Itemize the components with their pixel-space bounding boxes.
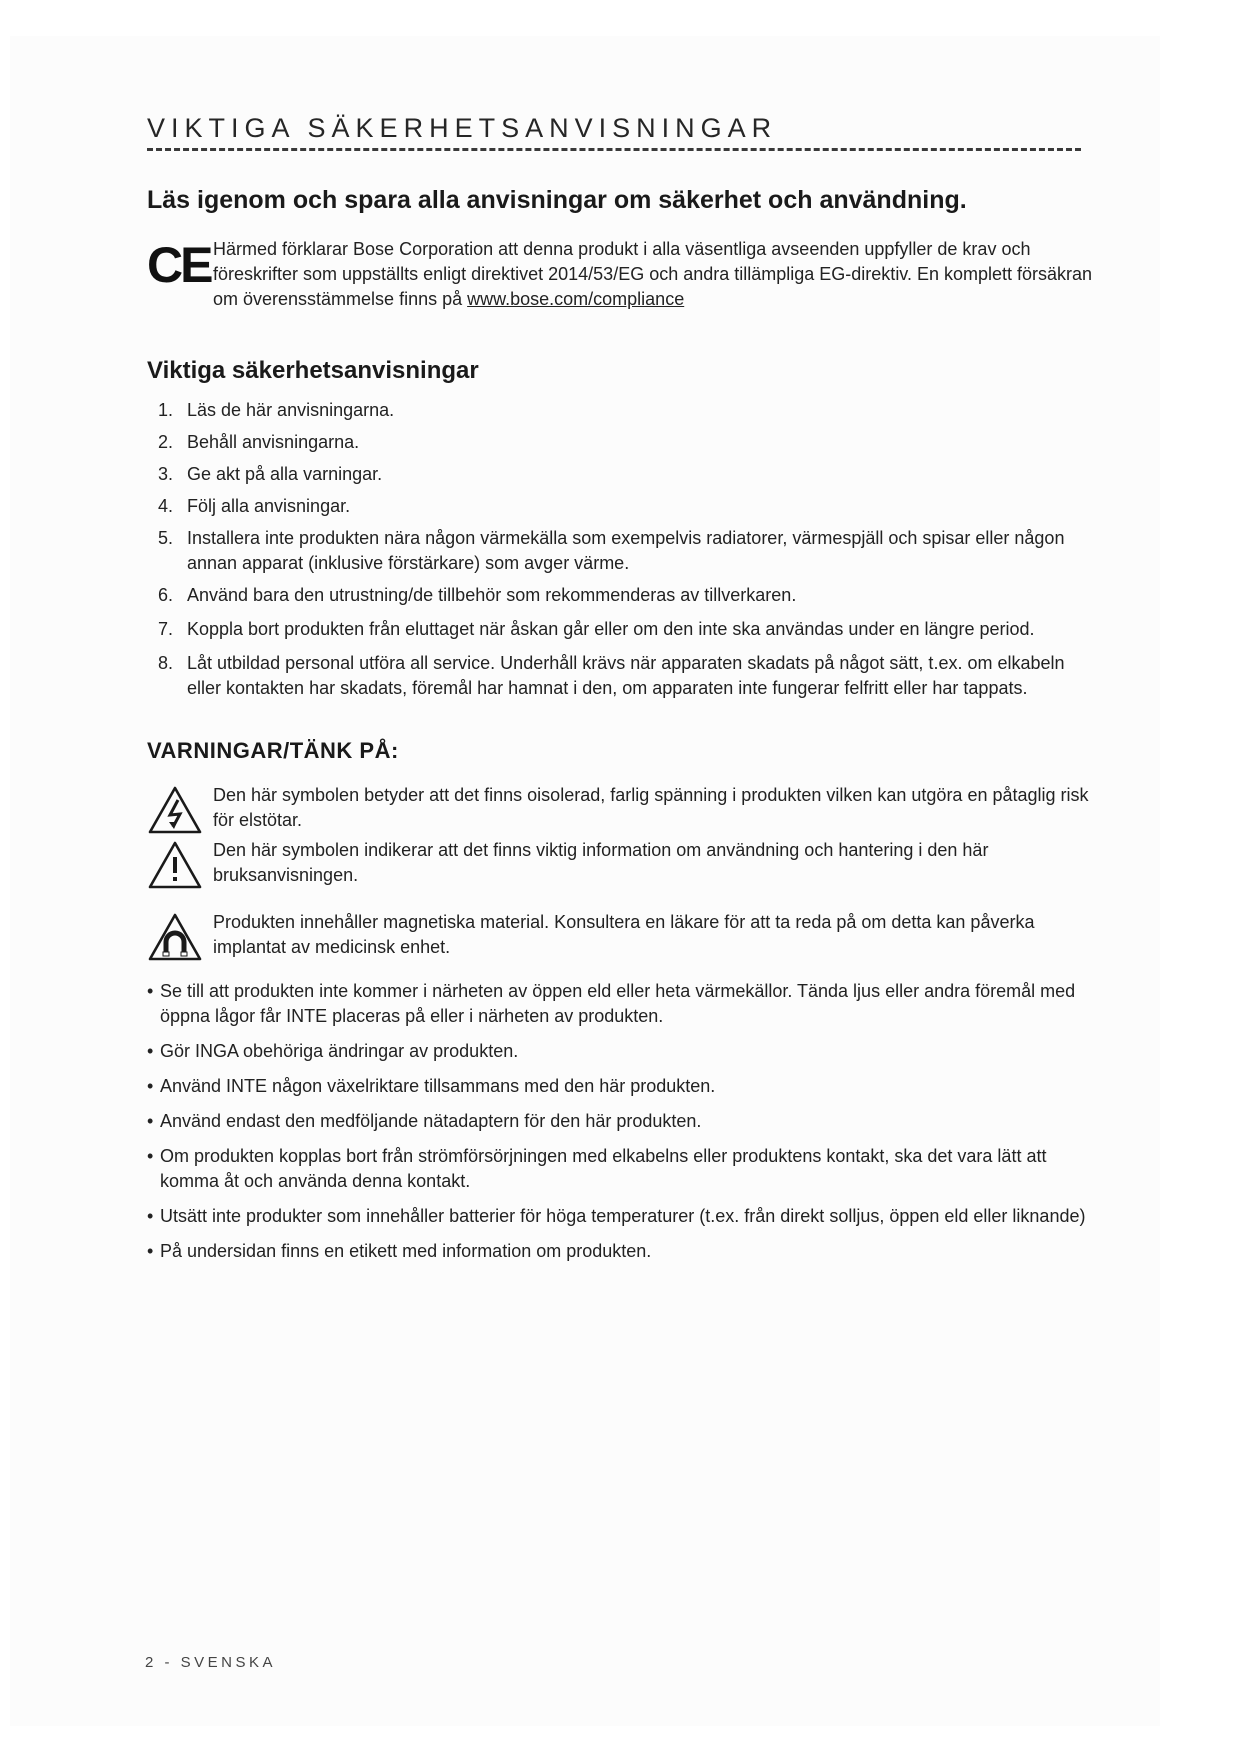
list-text: Använd endast den medföljande nätadaptern för den här produkten. (160, 1111, 702, 1131)
list-text: Koppla bort produkten från eluttaget när åskan går eller om den inte ska användas under en längre period. (187, 619, 1035, 639)
list-text: Behåll anvisningarna. (187, 432, 360, 452)
list-text: Om produkten kopplas bort från strömförsörjningen med elkabelns eller produktens kontakt, ska det vara lätt att komma åt och använda denna kontakt. (160, 1146, 1047, 1191)
list-item (147, 430, 1092, 455)
warning-symbol-text: Produkten innehåller magnetiska material. Konsultera en läkare för att ta reda på om detta kan påverka implantat av medicinsk enhet. (213, 912, 1035, 957)
ce-mark-icon: CE (147, 237, 211, 293)
warning-symbol-text: Den här symbolen indikerar att det finns viktig information om användning och hantering i den här bruksanvisningen. (213, 840, 989, 885)
list-item (147, 583, 1092, 608)
list-text: Gör INGA obehöriga ändringar av produkten. (160, 1041, 519, 1061)
warnings-heading: VARNINGAR/TÄNK PÅ: (147, 738, 399, 763)
lightning-warning-icon (147, 785, 203, 835)
list-item (147, 526, 1092, 576)
list-number: 2. (158, 432, 174, 452)
lead-heading: Läs igenom och spara alla anvisningar om säkerhet och användning. (147, 186, 967, 214)
list-text: Ge akt på alla varningar. (187, 464, 383, 484)
list-text: Utsätt inte produkter som innehåller batterier för höga temperaturer (t.ex. från direkt solljus, öppen eld eller liknande) (160, 1206, 1086, 1226)
list-text: Följ alla anvisningar. (187, 496, 351, 516)
list-item (147, 1204, 1092, 1229)
list-item (147, 1144, 1092, 1194)
warning-symbol-text: Den här symbolen betyder att det finns oisolerad, farlig spänning i produkten vilken kan utgöra en påtaglig risk för elstötar. (213, 785, 1089, 830)
list-text: Låt utbildad personal utföra all service. Underhåll krävs när apparaten skadats på något sätt, t.ex. om elkabeln eller kontakten har skadats, föremål har hamnat i den, om apparaten inte fungerar felfritt eller har tappats. (187, 653, 1065, 698)
bullet-mark: • (147, 1076, 154, 1096)
bullet-mark: • (147, 981, 154, 1001)
instructions-heading: Viktiga säkerhetsanvisningar (147, 357, 479, 384)
bullet-mark: • (147, 1146, 154, 1166)
list-text: På undersidan finns en etikett med information om produkten. (160, 1241, 652, 1261)
list-item (147, 651, 1092, 701)
list-item (147, 462, 1092, 487)
list-number: 3. (158, 464, 174, 484)
warnings-bullet-list (147, 979, 1092, 1264)
page-footer: 2 - SVENSKA (145, 1654, 277, 1671)
list-item (147, 1039, 1092, 1064)
list-item (147, 1239, 1092, 1264)
list-item (147, 1109, 1092, 1134)
list-number: 8. (158, 653, 174, 673)
compliance-link[interactable]: www.bose.com/compliance (467, 289, 685, 309)
dashed-divider (147, 148, 1081, 151)
exclamation-warning-icon (147, 840, 203, 890)
compliance-text (213, 237, 1093, 312)
bullet-mark: • (147, 1206, 154, 1226)
list-item (147, 494, 1092, 519)
list-number: 6. (158, 585, 174, 605)
bullet-mark: • (147, 1111, 154, 1131)
list-text: Läs de här anvisningarna. (187, 400, 395, 420)
compliance-statement: Härmed förklarar Bose Corporation att denna produkt i alla väsentliga avseenden uppfyller de krav och föreskrifter som uppställts enligt direktivet 2014/53/EG och andra tillämpliga EG-direktiv. En komplett försäkran om överensstämmelse finns på (213, 239, 1093, 309)
list-text: Installera inte produkten nära någon värmekälla som exempelvis radiatorer, värmespjäll och spisar eller någon annan apparat (inklusive förstärkare) som avger värme. (187, 528, 1065, 573)
list-number: 4. (158, 496, 174, 516)
list-text: Använd bara den utrustning/de tillbehör som rekommenderas av tillverkaren. (187, 585, 797, 605)
section-title: VIKTIGA SÄKERHETSANVISNINGAR (147, 113, 778, 143)
list-item (147, 398, 1092, 423)
list-text: Använd INTE någon växelriktare tillsammans med den här produkten. (160, 1076, 716, 1096)
instructions-list (147, 398, 1092, 701)
list-number: 1. (158, 400, 174, 420)
list-number: 5. (158, 528, 174, 548)
list-number: 7. (158, 619, 174, 639)
list-item (147, 1074, 1092, 1099)
list-item (147, 617, 1092, 642)
bullet-mark: • (147, 1041, 154, 1061)
magnet-warning-icon (147, 912, 203, 962)
list-text: Se till att produkten inte kommer i närheten av öppen eld eller heta värmekällor. Tända ljus eller andra föremål med öppna lågor får INTE placeras på eller i närheten av produkten. (160, 981, 1076, 1026)
bullet-mark: • (147, 1241, 154, 1261)
list-item (147, 979, 1092, 1029)
